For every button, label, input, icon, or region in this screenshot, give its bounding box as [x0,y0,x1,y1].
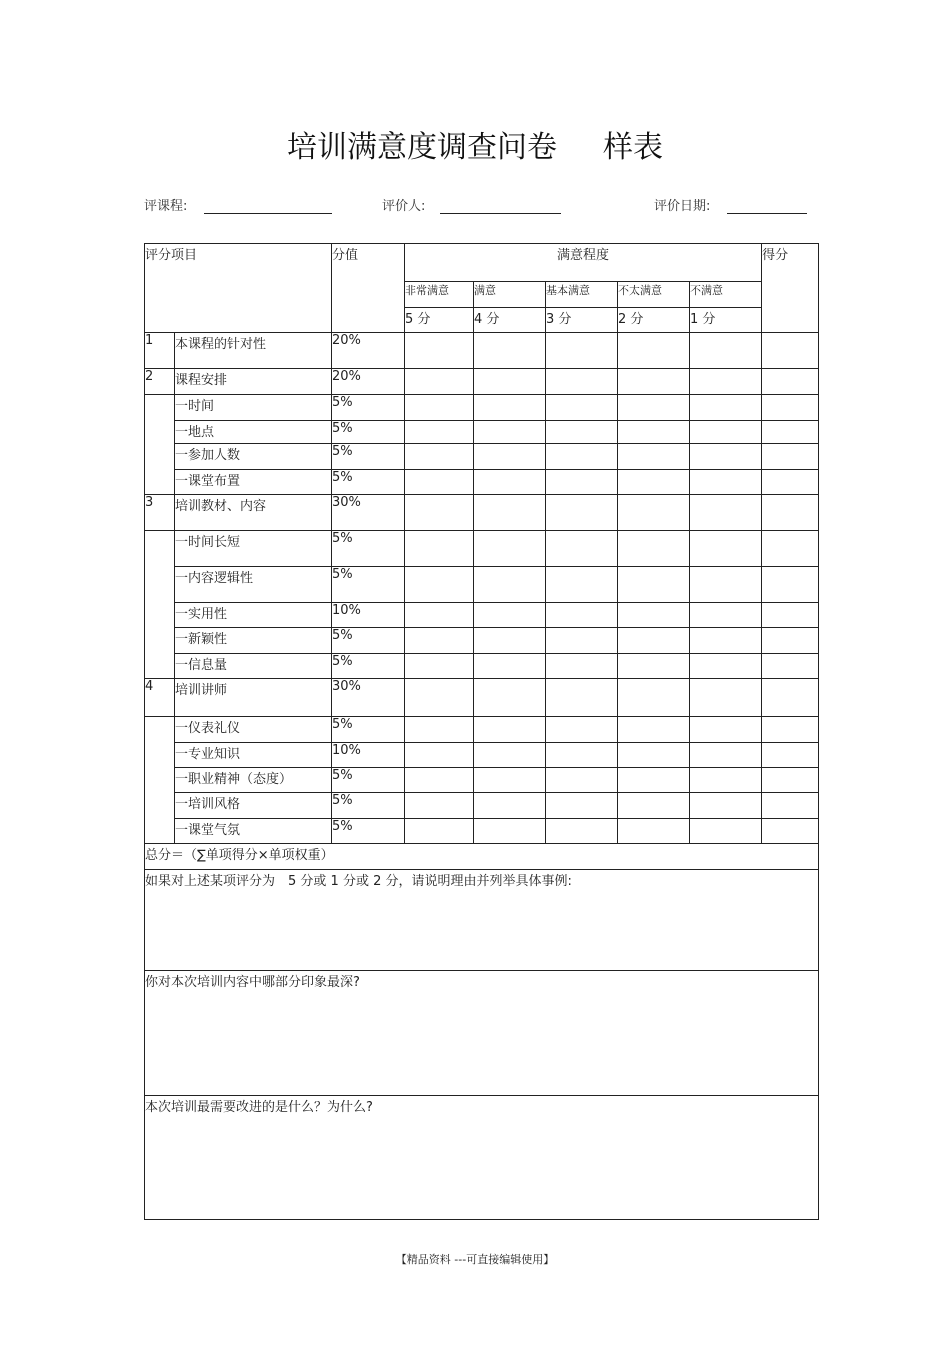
item-label: 一参加人数 [175,444,332,470]
rating-cell[interactable] [405,567,474,603]
item-label: 一课堂布置 [175,470,332,495]
table-row [145,717,819,743]
item-number: 1 [145,333,175,369]
subitem-group-cell [145,717,175,844]
table-row [145,743,819,768]
rating-cell[interactable] [690,628,762,654]
rating-cell[interactable] [546,567,618,603]
total-row [145,844,819,870]
rating-cell[interactable] [690,603,762,628]
rating-cell[interactable] [546,333,618,369]
score-cell[interactable] [762,819,819,844]
rating-cell[interactable] [690,768,762,793]
table-row [145,395,819,421]
page-title [0,122,950,166]
rating-cell[interactable] [474,768,546,793]
item-weight: 5% [332,819,405,844]
question-answer-box[interactable]: 如果对上述某项评分为 5 分或 1 分或 2 分，请说明理由并列举具体事例: [145,870,819,971]
score-cell[interactable] [762,333,819,369]
rating-cell[interactable] [690,819,762,844]
rating-cell[interactable] [474,395,546,421]
rating-cell[interactable] [474,793,546,819]
header-score: 得分 [762,244,819,333]
level-satisfied: 满意 [474,282,546,308]
rating-cell[interactable] [618,567,690,603]
rating-cell[interactable] [546,679,618,717]
score-cell[interactable] [762,470,819,495]
rating-cell[interactable] [690,395,762,421]
rating-cell[interactable] [474,717,546,743]
score-cell[interactable] [762,444,819,470]
rating-cell[interactable] [618,793,690,819]
rating-cell[interactable] [618,654,690,679]
rating-cell[interactable] [405,768,474,793]
rating-cell[interactable] [405,717,474,743]
rating-cell[interactable] [474,679,546,717]
rating-cell[interactable] [618,333,690,369]
item-label: 一仪表礼仪 [175,717,332,743]
rating-cell[interactable] [618,743,690,768]
score-cell[interactable] [762,421,819,444]
question-row [145,1096,819,1220]
header-item: 评分项目 [145,244,332,333]
points-2: 2 分 [618,308,690,333]
score-cell[interactable] [762,531,819,567]
title-main: 培训满意度调查问卷 [287,130,557,165]
rating-cell[interactable] [546,717,618,743]
rating-cell[interactable] [690,495,762,531]
evaluator-label: 评价人: [382,199,426,214]
points-5: 5 分 [405,308,474,333]
rating-cell[interactable] [405,470,474,495]
rating-cell[interactable] [474,819,546,844]
table-row [145,495,819,531]
item-label: 一地点 [175,421,332,444]
rating-cell[interactable] [405,421,474,444]
table-row [145,819,819,844]
rating-cell[interactable] [690,421,762,444]
item-weight: 20% [332,369,405,395]
points-3: 3 分 [546,308,618,333]
item-weight: 30% [332,495,405,531]
date-label: 评价日期: [654,199,711,214]
question-answer-box[interactable]: 本次培训最需要改进的是什么？为什么? [145,1096,819,1220]
rating-cell[interactable] [690,333,762,369]
table-row [145,470,819,495]
table-row [145,369,819,395]
rating-cell[interactable] [618,470,690,495]
rating-cell[interactable] [474,743,546,768]
rating-cell[interactable] [546,654,618,679]
rating-cell[interactable] [405,395,474,421]
rating-cell[interactable] [690,444,762,470]
header-value: 分值 [332,244,405,333]
item-label: 一内容逻辑性 [175,567,332,603]
item-weight: 5% [332,421,405,444]
rating-cell[interactable] [618,495,690,531]
score-cell[interactable] [762,717,819,743]
table-row [145,628,819,654]
date-input-line[interactable] [727,199,807,214]
rating-cell[interactable] [405,793,474,819]
rating-cell[interactable] [474,369,546,395]
item-weight: 10% [332,603,405,628]
item-label: 一课堂气氛 [175,819,332,844]
rating-cell[interactable] [546,444,618,470]
question-row [145,971,819,1096]
level-unsatisfied: 不满意 [690,282,762,308]
rating-cell[interactable] [618,603,690,628]
rating-cell[interactable] [618,444,690,470]
item-weight: 5% [332,628,405,654]
table-row [145,444,819,470]
rating-cell[interactable] [618,531,690,567]
item-number: 3 [145,495,175,531]
rating-cell[interactable] [405,495,474,531]
rating-cell[interactable] [690,531,762,567]
score-cell[interactable] [762,369,819,395]
item-weight: 10% [332,743,405,768]
item-weight: 5% [332,444,405,470]
total-formula: 总分＝（∑单项得分×单项权重） [145,844,819,870]
table-row [145,654,819,679]
item-label: 一培训风格 [175,793,332,819]
table-row [145,567,819,603]
item-weight: 5% [332,567,405,603]
rating-cell[interactable] [690,717,762,743]
title-suffix: 样表 [603,130,663,165]
item-label: 一时间 [175,395,332,421]
item-weight: 5% [332,395,405,421]
rating-cell[interactable] [405,333,474,369]
date-field [654,195,807,214]
item-number: 2 [145,369,175,395]
points-1: 1 分 [690,308,762,333]
item-label: 课程安排 [175,369,332,395]
rating-cell[interactable] [405,654,474,679]
rating-cell[interactable] [618,717,690,743]
score-cell[interactable] [762,768,819,793]
item-label: 培训教材、内容 [175,495,332,531]
subitem-group-cell [145,531,175,679]
rating-cell[interactable] [546,531,618,567]
rating-cell[interactable] [546,369,618,395]
rating-cell[interactable] [474,495,546,531]
points-4: 4 分 [474,308,546,333]
rating-cell[interactable] [690,793,762,819]
score-cell[interactable] [762,567,819,603]
item-label: 本课程的针对性 [175,333,332,369]
item-label: 一职业精神（态度） [175,768,332,793]
rating-cell[interactable] [690,679,762,717]
rating-cell[interactable] [474,628,546,654]
rating-cell[interactable] [474,470,546,495]
rating-cell[interactable] [690,369,762,395]
question-row [145,870,819,971]
table-row [145,531,819,567]
rating-cell[interactable] [546,603,618,628]
rating-cell[interactable] [405,819,474,844]
score-cell[interactable] [762,679,819,717]
level-not-very-satisfied: 不太满意 [618,282,690,308]
item-weight: 5% [332,793,405,819]
course-label: 评课程: [144,199,188,214]
rating-cell[interactable] [546,768,618,793]
rating-cell[interactable] [546,495,618,531]
rating-cell[interactable] [690,654,762,679]
score-cell[interactable] [762,603,819,628]
rating-cell[interactable] [405,444,474,470]
subitem-group-cell [145,395,175,495]
course-input-line[interactable] [204,199,332,214]
score-cell[interactable] [762,743,819,768]
item-weight: 20% [332,333,405,369]
rating-cell[interactable] [546,628,618,654]
rating-cell[interactable] [690,567,762,603]
header-satisfaction: 满意程度 [405,244,762,282]
rating-cell[interactable] [546,743,618,768]
score-cell[interactable] [762,495,819,531]
rating-cell[interactable] [405,531,474,567]
rating-cell[interactable] [690,470,762,495]
rating-cell[interactable] [690,743,762,768]
item-label: 一专业知识 [175,743,332,768]
item-label: 培训讲师 [175,679,332,717]
rating-cell[interactable] [405,628,474,654]
table-row [145,768,819,793]
rating-cell[interactable] [618,421,690,444]
item-weight: 5% [332,717,405,743]
rating-cell[interactable] [474,603,546,628]
evaluator-input-line[interactable] [440,199,561,214]
rating-cell[interactable] [405,743,474,768]
rating-cell[interactable] [618,768,690,793]
rating-cell[interactable] [546,395,618,421]
rating-cell[interactable] [546,793,618,819]
table-row [145,333,819,369]
item-weight: 5% [332,470,405,495]
table-row [145,421,819,444]
rating-cell[interactable] [405,603,474,628]
rating-cell[interactable] [618,369,690,395]
score-cell[interactable] [762,654,819,679]
item-label: 一信息量 [175,654,332,679]
rating-cell[interactable] [474,654,546,679]
rating-cell[interactable] [618,819,690,844]
rating-cell[interactable] [405,679,474,717]
rating-cell[interactable] [474,421,546,444]
item-label: 一新颖性 [175,628,332,654]
rating-cell[interactable] [546,470,618,495]
item-label: 一实用性 [175,603,332,628]
table-row [145,793,819,819]
item-label: 一时间长短 [175,531,332,567]
level-very-satisfied: 非常满意 [405,282,474,308]
score-cell[interactable] [762,628,819,654]
rating-cell[interactable] [618,395,690,421]
course-field [144,195,332,214]
evaluator-field [382,195,561,214]
level-basically-satisfied: 基本满意 [546,282,618,308]
table-row [145,679,819,717]
footer-note: 【精品资料 ---可直接编辑使用】 [395,1253,555,1266]
rating-cell[interactable] [546,421,618,444]
item-weight: 5% [332,768,405,793]
question-answer-box[interactable]: 你对本次培训内容中哪部分印象最深? [145,971,819,1096]
evaluation-table [144,243,819,1220]
rating-cell[interactable] [474,444,546,470]
item-weight: 5% [332,531,405,567]
item-weight: 5% [332,654,405,679]
rating-cell[interactable] [546,819,618,844]
rating-cell[interactable] [618,679,690,717]
rating-cell[interactable] [474,531,546,567]
item-number: 4 [145,679,175,717]
rating-cell[interactable] [405,369,474,395]
score-cell[interactable] [762,395,819,421]
rating-cell[interactable] [618,628,690,654]
score-cell[interactable] [762,793,819,819]
rating-cell[interactable] [474,333,546,369]
item-weight: 30% [332,679,405,717]
rating-cell[interactable] [474,567,546,603]
table-row [145,603,819,628]
